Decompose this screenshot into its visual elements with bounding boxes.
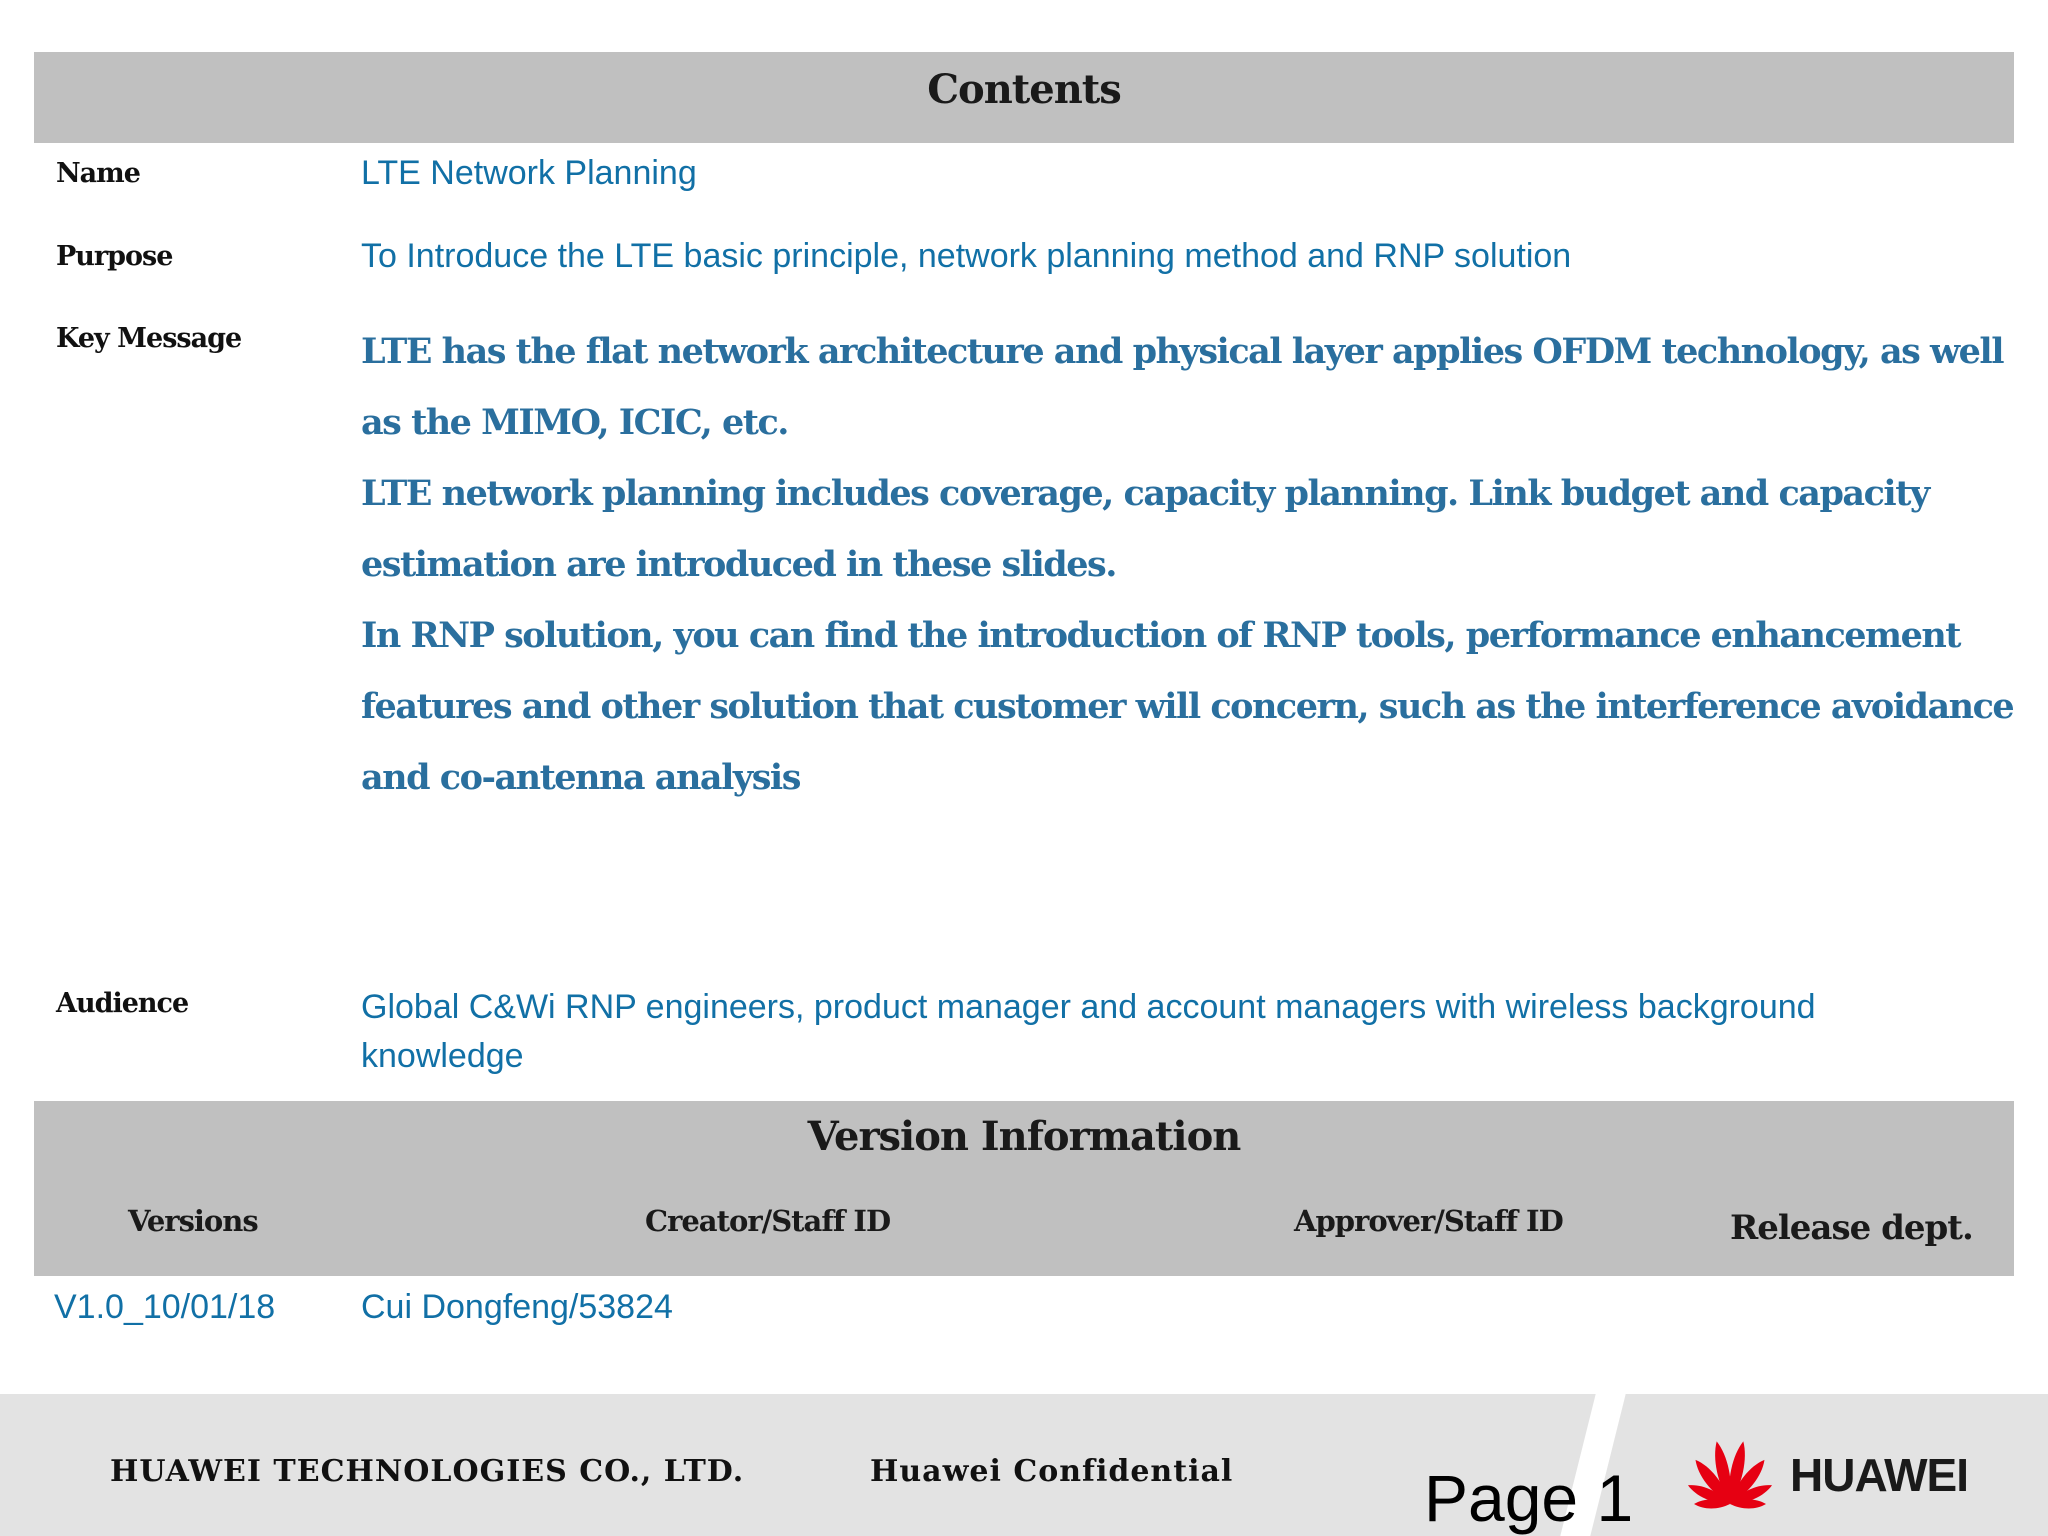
audience-label: Audience <box>56 988 189 1019</box>
creator-cell: Cui Dongfeng/53824 <box>361 1288 673 1326</box>
key-message-label: Key Message <box>56 323 242 354</box>
huawei-petal-logo-icon <box>1680 1430 1780 1514</box>
col-approver-header: Approver/Staff ID <box>1294 1204 1563 1238</box>
huawei-logo <box>1680 1430 1980 1514</box>
purpose-label: Purpose <box>56 241 173 272</box>
version-cell: V1.0_10/01/18 <box>54 1288 276 1326</box>
page-number: Page 1 <box>1424 1461 1634 1535</box>
audience-value: Global C&Wi RNP engineers, product manager and account managers with wireless background knowledge <box>361 988 1816 1075</box>
contents-heading: Contents <box>927 66 1121 113</box>
huawei-logo-text: HUAWEI <box>1790 1449 1968 1501</box>
key-message-paragraph: LTE has the flat network architecture and physical layer applies OFDM technology, as well as the MIMO, ICIC, etc. <box>361 331 2003 443</box>
version-info-band <box>34 1101 2014 1276</box>
key-message-paragraph: LTE network planning includes coverage, capacity planning. Link budget and capacity estimation are introduced in these slides. <box>361 473 1929 585</box>
col-versions-header: Versions <box>128 1204 258 1238</box>
version-info-heading: Version Information <box>807 1113 1241 1160</box>
key-message-paragraph: In RNP solution, you can find the introduction of RNP tools, performance enhancement features and other solution that customer will concern, such as the interference avoidance and co-antenna analysis <box>361 615 2014 798</box>
key-message-body <box>361 316 2021 813</box>
footer-company: HUAWEI TECHNOLOGIES CO., LTD. <box>110 1454 745 1489</box>
name-label: Name <box>56 158 140 189</box>
footer <box>0 1394 2048 1536</box>
purpose-value: To Introduce the LTE basic principle, network planning method and RNP solution <box>361 237 1572 275</box>
col-creator-header: Creator/Staff ID <box>645 1204 891 1238</box>
name-value: LTE Network Planning <box>361 154 697 192</box>
footer-confidential: Huawei Confidential <box>870 1454 1234 1489</box>
contents-header-band <box>34 52 2014 143</box>
col-release-header: Release dept. <box>1730 1208 1973 1248</box>
